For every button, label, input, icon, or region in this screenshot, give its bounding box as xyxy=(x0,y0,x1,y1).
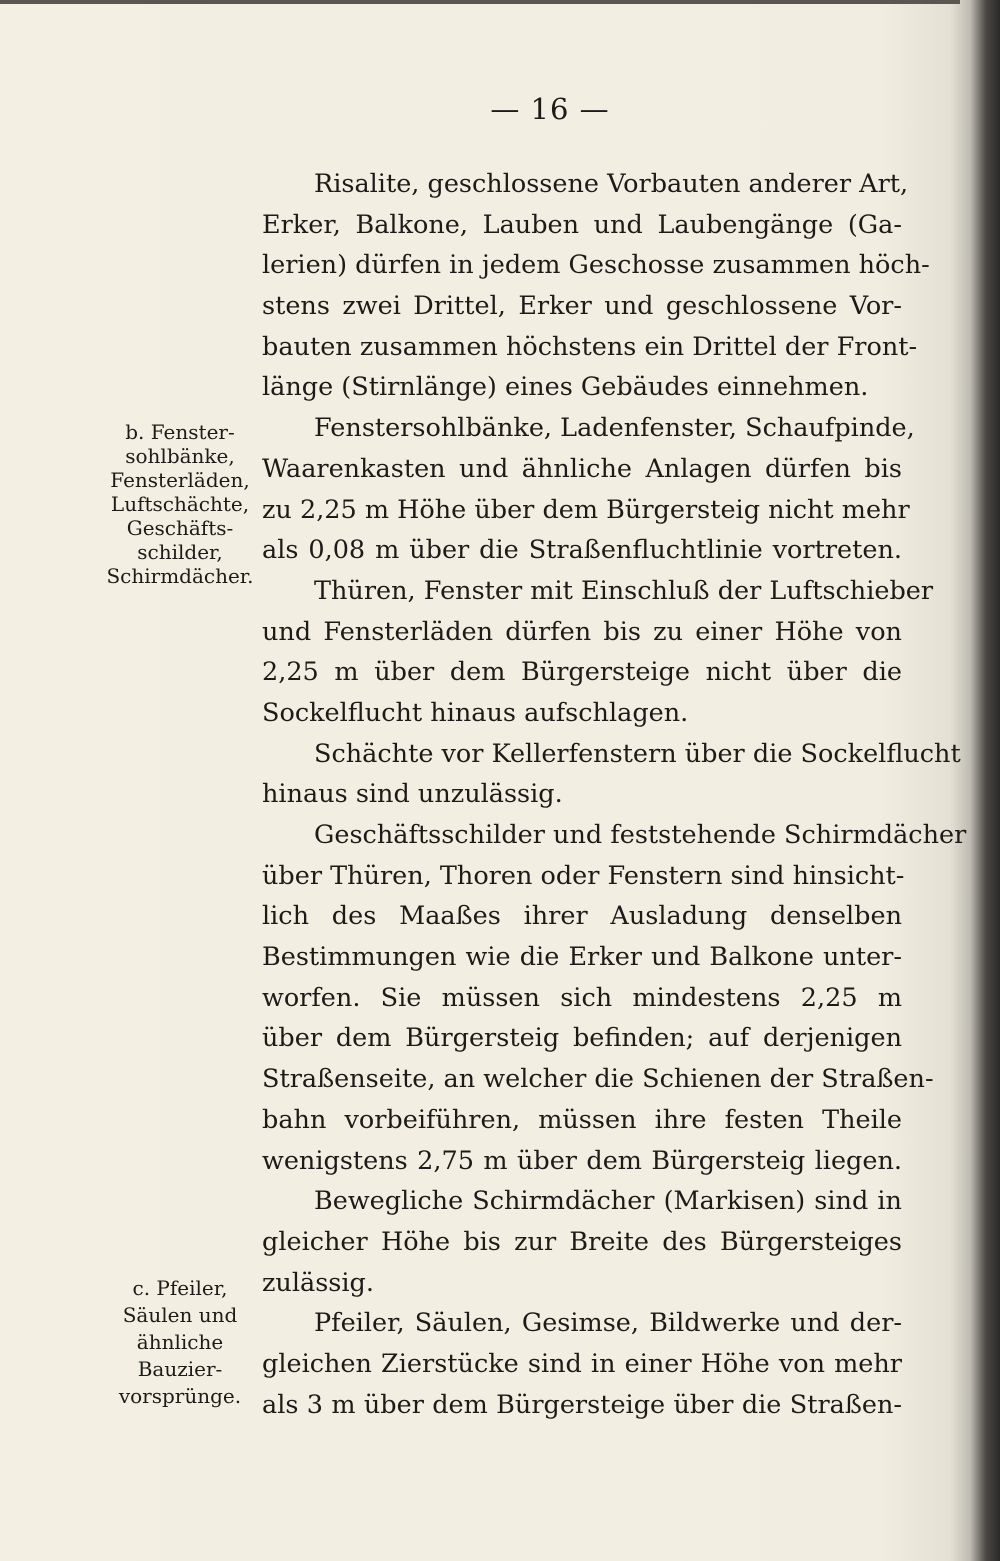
text-line: lerien) dürfen in jedem Geschosse zusammen höch- xyxy=(262,250,930,281)
text-line: gleichen Zierstücke sind in einer Höhe von mehr xyxy=(262,1348,902,1379)
text-line: gleicher Höhe bis zur Breite des Bürgersteiges xyxy=(262,1226,902,1257)
top-rule xyxy=(0,0,960,4)
text-line: Schächte vor Kellerfenstern über die Sockelflucht xyxy=(314,738,961,769)
text-line: als 0,08 m über die Straßenfluchtlinie vortreten. xyxy=(262,535,902,566)
margin-note-c xyxy=(100,1275,260,1410)
margin-note-line: Fensterläden, xyxy=(110,468,250,492)
margin-note-line: Säulen und xyxy=(122,1303,238,1327)
page-number: — 16 — xyxy=(490,92,610,126)
margin-note-line: schilder, xyxy=(137,540,223,564)
margin-note-line: Schirmdächer. xyxy=(106,564,254,588)
text-line: 2,25 m über dem Bürgersteige nicht über die xyxy=(262,657,902,688)
text-line: Bewegliche Schirmdächer (Markisen) sind in xyxy=(314,1186,902,1217)
margin-note-b xyxy=(100,420,260,588)
margin-note-line: b. Fenster- xyxy=(125,420,235,444)
text-line: zu 2,25 m Höhe über dem Bürgersteig nicht mehr xyxy=(262,494,910,525)
text-line: Pfeiler, Säulen, Gesimse, Bildwerke und der- xyxy=(314,1308,902,1339)
margin-note-line: vorsprünge. xyxy=(118,1384,242,1408)
text-line: bauten zusammen höchstens ein Drittel der Front- xyxy=(262,331,918,362)
text-line: stens zwei Drittel, Erker und geschlossene Vor- xyxy=(262,291,902,322)
text-line: über dem Bürgersteig befinden; auf derjenigen xyxy=(262,1023,902,1054)
body-text xyxy=(262,164,967,1425)
text-line: Straßenseite, an welcher die Schienen der Straßen- xyxy=(262,1064,934,1095)
text-line: bahn vorbeiführen, müssen ihre festen Theile xyxy=(262,1104,902,1135)
text-line: Thüren, Fenster mit Einschluß der Luftschieber xyxy=(314,575,934,606)
margin-note-line: c. Pfeiler, xyxy=(132,1276,228,1300)
margin-note-line: ähnliche xyxy=(136,1330,224,1354)
text-line: Waarenkasten und ähnliche Anlagen dürfen bis xyxy=(262,453,902,484)
text-line: Bestimmungen wie die Erker und Balkone unter- xyxy=(262,942,902,973)
text-line: worfen. Sie müssen sich mindestens 2,25 m xyxy=(262,982,902,1013)
margin-note-line: Bauzier- xyxy=(137,1357,223,1381)
text-line: über Thüren, Thoren oder Fenstern sind hinsicht- xyxy=(262,860,905,891)
text-line: länge (Stirnlänge) eines Gebäudes einnehmen. xyxy=(262,372,869,403)
text-line: und Fensterläden dürfen bis zu einer Höhe von xyxy=(262,616,902,647)
text-line: Sockelflucht hinaus aufschlagen. xyxy=(262,697,689,728)
text-line: Erker, Balkone, Lauben und Laubengänge (Ga- xyxy=(262,209,902,240)
margin-note-line: Luftschächte, xyxy=(110,492,250,516)
margin-note-line: sohlbänke, xyxy=(125,444,235,468)
margin-note-line: Geschäfts- xyxy=(126,516,234,540)
text-line: hinaus sind unzulässig. xyxy=(262,779,563,810)
text-line: zulässig. xyxy=(262,1267,374,1298)
text-line: Risalite, geschlossene Vorbauten anderer Art, xyxy=(314,169,909,199)
text-line: als 3 m über dem Bürgersteige über die Straßen- xyxy=(262,1389,902,1420)
text-line: Geschäftsschilder und feststehende Schirmdächer xyxy=(314,820,967,850)
text-line: wenigstens 2,75 m über dem Bürgersteig liegen. xyxy=(262,1145,902,1176)
text-line: lich des Maaßes ihrer Ausladung denselben xyxy=(262,901,902,932)
text-line: Fenstersohlbänke, Ladenfenster, Schaufpinde, xyxy=(314,413,915,444)
